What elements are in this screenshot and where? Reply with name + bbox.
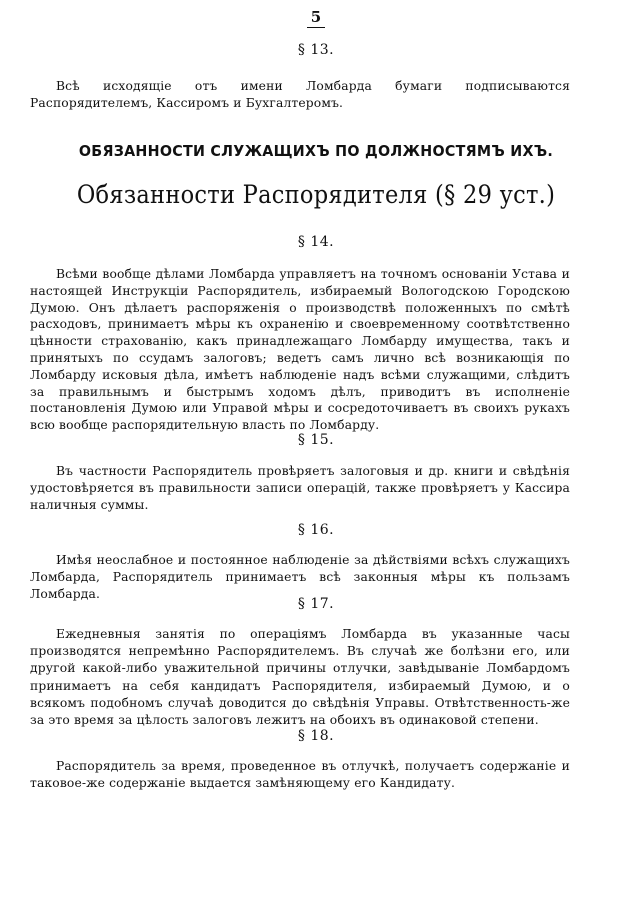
section-13-title: § 13. xyxy=(297,42,335,58)
page-number: 5 xyxy=(0,8,632,28)
section-17-title: § 17. xyxy=(297,596,335,612)
section-16-text: Имѣя неослабное и постоянное наблюденіе за дѣйствіями всѣхъ служащихъ Ломбарда, Распорядитель принимаетъ всѣ законныя мѣры къ пользамъ Ломбарда. xyxy=(30,553,570,602)
section-13-text: Всѣ исходящіе отъ имени Ломбарда бумаги подписываются Распорядителемъ, Кассиромъ и Бухгалтеромъ. xyxy=(30,79,570,111)
section-14-text: Всѣми вообще дѣлами Ломбарда управляетъ на точномъ основаніи Устава и настоящей Инструкціи Распорядитель, избираемый Вологодскою Городскою Думою. Онъ дѣлаетъ распоряженія о производствѣ положенныхъ по смѣтѣ расходовъ, принимаетъ мѣры къ охраненію и своевременному соотвѣтственно цѣнности страхованію, какъ принадлежащаго Ломбарду имущества, такъ и принятыхъ по ссудамъ залоговъ; ведетъ самъ лично всѣ возникающія по Ломбарду исковыя дѣла, имѣетъ наблюденіе надъ всѣми служащими, слѣдитъ за правильнымъ и быстрымъ ходомъ дѣлъ, приводитъ въ исполненіе постановленія Думою или Управой мѣры и сосредоточиваетъ въ своихъ рукахъ всю вообще распорядительную власть по Ломбарду. xyxy=(30,267,570,433)
section-16-title: § 16. xyxy=(297,522,335,538)
section-14-title: § 14. xyxy=(297,234,335,250)
section-15-text: Въ частности Распорядитель провѣряетъ залоговыя и др. книги и свѣдѣнія удостовѣряется въ правильности записи операцій, также провѣряетъ у Кассира наличныя суммы. xyxy=(30,464,570,513)
section-18-text: Распорядитель за время, проведенное въ отлучкѣ, получаетъ содержаніе и таковое-же содержаніе выдается замѣняющему его Кандидату. xyxy=(30,759,570,791)
duties-heading: ОБЯЗАННОСТИ СЛУЖАЩИХЪ ПО ДОЛЖНОСТЯМЪ ИХЪ. xyxy=(78,142,554,160)
manager-duties-heading: Обязанности Распорядителя (§ 29 уст.) xyxy=(76,180,556,209)
section-15-title: § 15. xyxy=(297,432,335,448)
section-17-text: Ежедневныя занятія по операціямъ Ломбарда въ указанные часы производятся непремѣнно Распорядителемъ. Въ случаѣ же болѣзни его, или другой какой-либо уважительной причины отлучки, завѣдываніе Ломбардомъ принимаетъ на себя кандидатъ Распорядителя, избираемый Думою, и о всякомъ подобномъ случаѣ доводится до свѣдѣнія Управы. Отвѣтственность-же за это время за цѣлость залоговъ лежитъ на обоихъ въ одинаковой степени. xyxy=(30,627,570,728)
section-18-title: § 18. xyxy=(297,728,335,744)
